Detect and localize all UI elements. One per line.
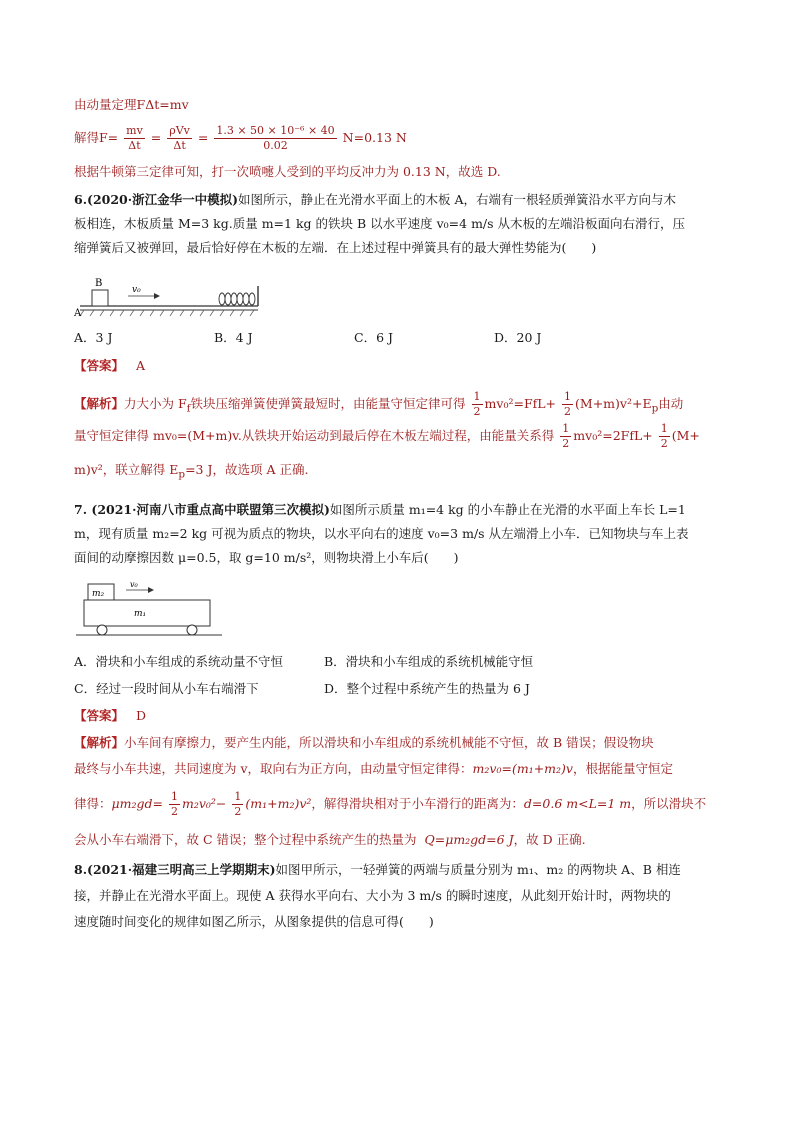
velocity-arrowhead — [154, 293, 160, 299]
q7-answer: 【答案】 D — [74, 708, 146, 723]
label-b: B — [95, 278, 103, 289]
cart-body — [84, 600, 210, 626]
q8-line-2: 接，并静止在光滑水平面上。现使 A 获得水平向右、大小为 3 m/s 的瞬时速度，从此刻开始计时，两物块的 — [74, 888, 671, 903]
q7-explanation-line-4: 会从小车右端滑下，故 C 错误；整个过程中系统产生的热量为 Q=μm₂gd=6 J，故 D 正确. — [74, 832, 586, 847]
q6-option-d: D．20 J — [494, 330, 542, 345]
q7-explanation-line-2: 最终与小车共速，共同速度为 v，取向右为正方向，由动量守恒定律得：m₂v₀=(m₁+m₂)v，根据能量守恒定 — [74, 761, 673, 776]
q6-line-3: 缩弹簧后又被弹回，最后恰好停在木板的左端．在上述过程中弹簧具有的最大弹性势能为( ) — [74, 240, 597, 255]
fraction-mv-dt: $\frac{mv}{\Delta t}$ — [126, 124, 143, 152]
fraction-rhovv-dt: $\frac{\text{ρVv}}{\Delta t}$ — [169, 124, 190, 152]
label-a: A — [74, 308, 82, 318]
q6-explanation-line-2: 量守恒定律得 mv₀=(M+m)v.从铁块开始运动到最后停在木板左端过程，由能量关系得 $\frac{1}{2}$ mv₀²=2FfL+ $\frac{1}{2}$ (M+ — [74, 422, 700, 450]
label-v0: v₀ — [130, 580, 138, 589]
q6-option-c: C．6 J — [354, 330, 394, 345]
q8-line-1: 8.(2021·福建三明高三上学期期末)如图甲所示，一轻弹簧的两端与质量分别为 m₁、m₂ 的两物块 A、B 相连 — [74, 862, 681, 877]
q7-line-2: m，现有质量 m₂=2 kg 可视为质点的物块，以水平向右的速度 v₀=3 m/s 从左端滑上小车．已知物块与车上表 — [74, 526, 689, 541]
velocity-arrowhead — [148, 587, 154, 593]
label-m1: m₁ — [134, 609, 147, 619]
block-b — [92, 290, 108, 306]
q7-figure — [74, 578, 224, 640]
q6-option-a: A．3 J — [74, 330, 113, 345]
q6-figure — [74, 268, 264, 318]
q6-explanation-line-3: m)v²，联立解得 $E_p=3$ J，故选项 A 正确. — [74, 462, 309, 481]
q6-line-2: 板相连，木板质量 M=3 kg.质量 m=1 kg 的铁块 B 以水平速度 v₀=4 m/s 从木板的左端沿板面向右滑行，压 — [74, 216, 686, 231]
wheel-right — [187, 625, 197, 635]
top-line-2: 解得F= $\frac{mv}{\Delta t}$ = $\frac{\text{ρVv}}{\Delta t}$ = $\frac{\text{1.3 × 50 × 10⁻⁶ × 40}}{0.02}$ N=0.13 N — [74, 124, 407, 152]
q7-line-3: 面间的动摩擦因数 μ=0.5，取 g=10 m/s²，则物块滑上小车后( ) — [74, 550, 459, 565]
q7-explanation-line-1: 【解析】小车间有摩擦力，要产生内能，所以滑块和小车组成的系统机械能不守恒，故 B 错误；假设物块 — [74, 735, 654, 750]
label-m2: m₂ — [92, 589, 105, 599]
q6-option-b: B．4 J — [214, 330, 253, 345]
q7-line-1: 7. (2021·河南八市重点高中联盟第三次模拟)如图所示质量 m₁=4 kg 的小车静止在光滑的水平面上车长 L=1 — [74, 502, 686, 517]
q6-answer: 【答案】 A — [74, 358, 145, 373]
q6-explanation-line-1: 【解析】力大小为 $F_f$铁块压缩弹簧使弹簧最短时，由能量守恒定律可得 $\frac{1}{2}$ mv₀²=FfL+ $\frac{1}{2}$ $(M+m)v^2+E_p$由动 — [74, 390, 684, 418]
spring — [219, 293, 255, 305]
top-line-1: 由动量定理FΔt=mv — [74, 97, 189, 112]
q7-option-c: C．经过一段时间从小车右端滑下 — [74, 681, 259, 696]
q8-line-3: 速度随时间变化的规律如图乙所示，从图象提供的信息可得( ) — [74, 914, 434, 929]
wheel-left — [97, 625, 107, 635]
ground-hatch — [80, 310, 254, 316]
q7-option-d: D．整个过程中系统产生的热量为 6 J — [324, 681, 530, 696]
top-line-3: 根据牛顿第三定律可知，打一次喷嚏人受到的平均反冲力为 0.13 N，故选 D. — [74, 164, 501, 179]
label-v0: v₀ — [132, 285, 141, 295]
q7-explanation-line-3: 律得：μm₂gd= $\frac{1}{2}$ m₂v₀²− $\frac{1}{2}$ (m₁+m₂)v²，解得滑块相对于小车滑行的距离为：d=0.6 m<L=1 m，所以滑块不 — [74, 790, 707, 818]
fraction-numeric: $\frac{\text{1.3 × 50 × 10⁻⁶ × 40}}{0.02}$ — [216, 124, 335, 152]
q6-line-1: 6.(2020·浙江金华一中模拟)如图所示，静止在光滑水平面上的木板 A，右端有一根轻质弹簧沿水平方向与木 — [74, 192, 677, 207]
q7-option-a: A．滑块和小车组成的系统动量不守恒 — [74, 654, 284, 669]
q7-option-b: B．滑块和小车组成的系统机械能守恒 — [324, 654, 534, 669]
